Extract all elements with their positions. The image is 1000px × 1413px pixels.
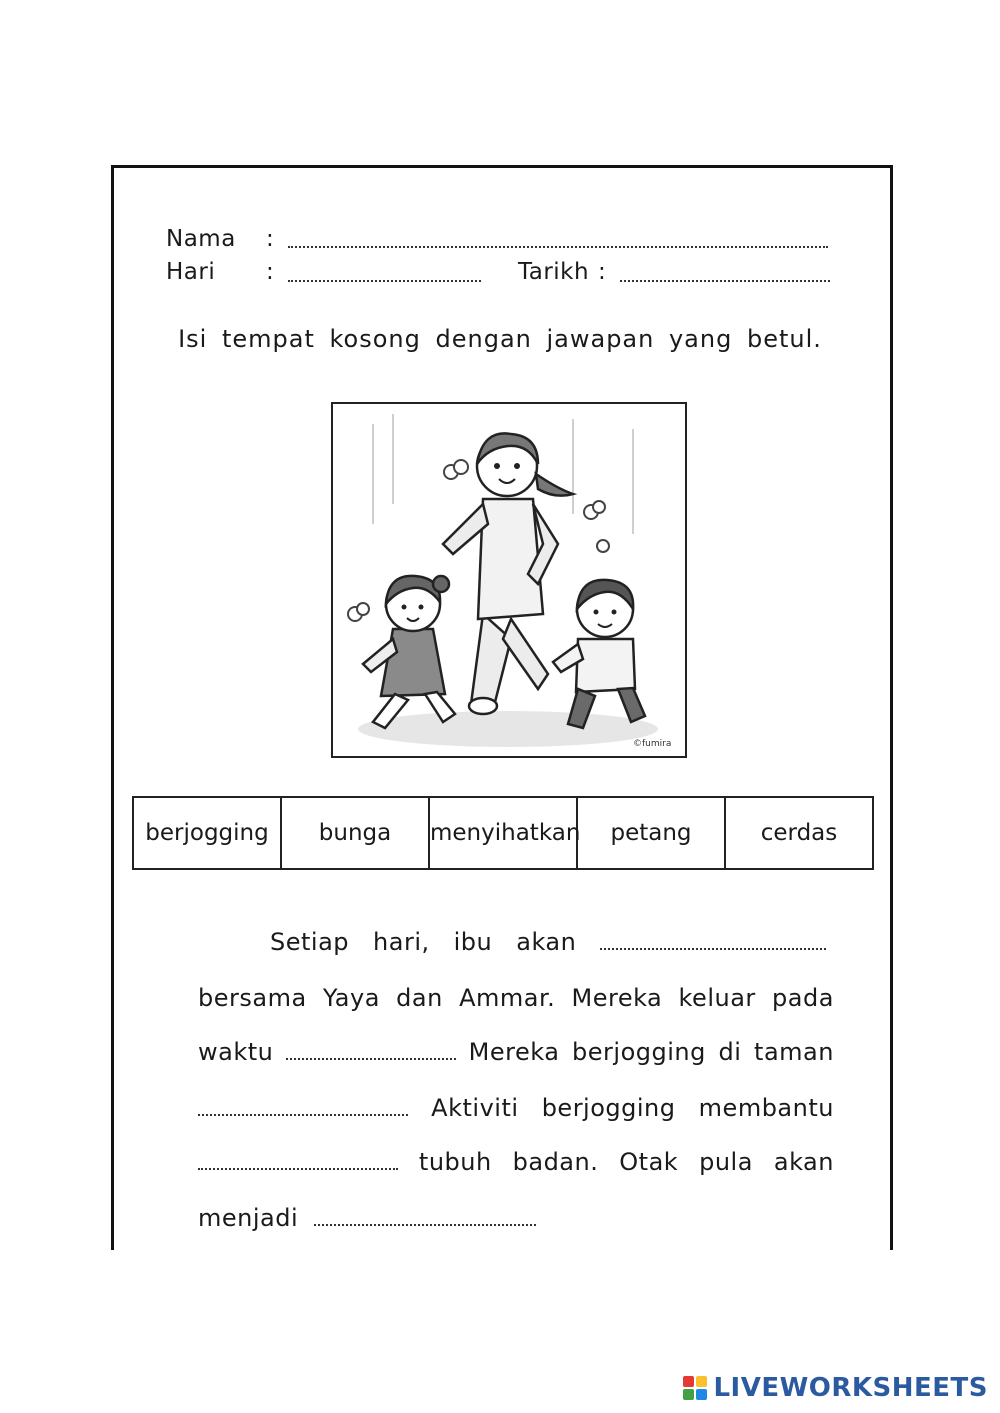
word-bank-item[interactable]: bunga xyxy=(281,797,429,869)
passage-word: berjogging xyxy=(541,1094,676,1122)
passage-word: pada xyxy=(772,984,834,1012)
passage-line-5 xyxy=(198,1140,834,1176)
passage-word: taman xyxy=(754,1038,834,1066)
passage-line-1 xyxy=(270,920,834,956)
liveworksheets-logo-icon xyxy=(683,1376,707,1400)
passage-word: Mereka xyxy=(571,984,663,1012)
passage-line-2 xyxy=(198,976,834,1012)
tarikh-label: Tarikh xyxy=(518,259,590,285)
word-bank-item[interactable]: cerdas xyxy=(725,797,873,869)
passage-word: pula xyxy=(699,1148,753,1176)
passage-word: Yaya xyxy=(322,984,380,1012)
hari-field[interactable] xyxy=(288,280,481,282)
passage-word: waktu xyxy=(198,1038,274,1066)
passage-word: Aktiviti xyxy=(431,1094,519,1122)
passage-word: ibu xyxy=(453,928,493,956)
passage-word: berjogging xyxy=(572,1038,706,1066)
illustration-credit: ©fumira xyxy=(633,739,672,749)
hari-colon: : xyxy=(266,259,275,285)
passage-word: badan. xyxy=(512,1148,599,1176)
passage-line-4 xyxy=(198,1086,834,1122)
answer-blank-4[interactable] xyxy=(198,1168,398,1170)
word-bank-item[interactable]: petang xyxy=(577,797,725,869)
word-bank-item[interactable]: menyihatkan xyxy=(429,797,577,869)
answer-blank-1[interactable] xyxy=(600,948,826,950)
passage-word: Ammar. xyxy=(459,984,556,1012)
word-bank-table xyxy=(132,796,874,870)
passage-word: dan xyxy=(396,984,443,1012)
family-jogging-drawing xyxy=(333,404,685,756)
passage-word: menjadi xyxy=(198,1204,299,1232)
liveworksheets-logo xyxy=(683,1373,988,1403)
passage-word: tubuh xyxy=(418,1148,492,1176)
hari-label: Hari xyxy=(166,259,216,285)
passage-line-6 xyxy=(198,1196,834,1232)
passage-word: hari, xyxy=(373,928,430,956)
answer-blank-5[interactable] xyxy=(314,1224,536,1226)
passage-word: Otak xyxy=(619,1148,679,1176)
passage-word: di xyxy=(718,1038,742,1066)
tarikh-colon: : xyxy=(598,259,607,285)
passage-word: Setiap xyxy=(270,928,350,956)
word-bank-item[interactable]: berjogging xyxy=(133,797,281,869)
answer-blank-2[interactable] xyxy=(286,1058,456,1060)
passage-word: akan xyxy=(773,1148,834,1176)
jogging-illustration xyxy=(331,402,687,758)
tarikh-field[interactable] xyxy=(620,280,830,282)
passage-word: keluar xyxy=(678,984,756,1012)
passage-line-3 xyxy=(198,1030,834,1066)
nama-field[interactable] xyxy=(288,246,828,248)
nama-label: Nama xyxy=(166,226,236,252)
passage-word: membantu xyxy=(698,1094,834,1122)
answer-blank-3[interactable] xyxy=(198,1114,408,1116)
passage-word: Mereka xyxy=(468,1038,560,1066)
liveworksheets-brand-text: LIVEWORKSHEETS xyxy=(713,1373,988,1403)
passage-word: bersama xyxy=(198,984,307,1012)
passage-word: akan xyxy=(516,928,577,956)
instruction-text: Isi tempat kosong dengan jawapan yang betul. xyxy=(178,325,822,353)
nama-colon: : xyxy=(266,226,275,252)
